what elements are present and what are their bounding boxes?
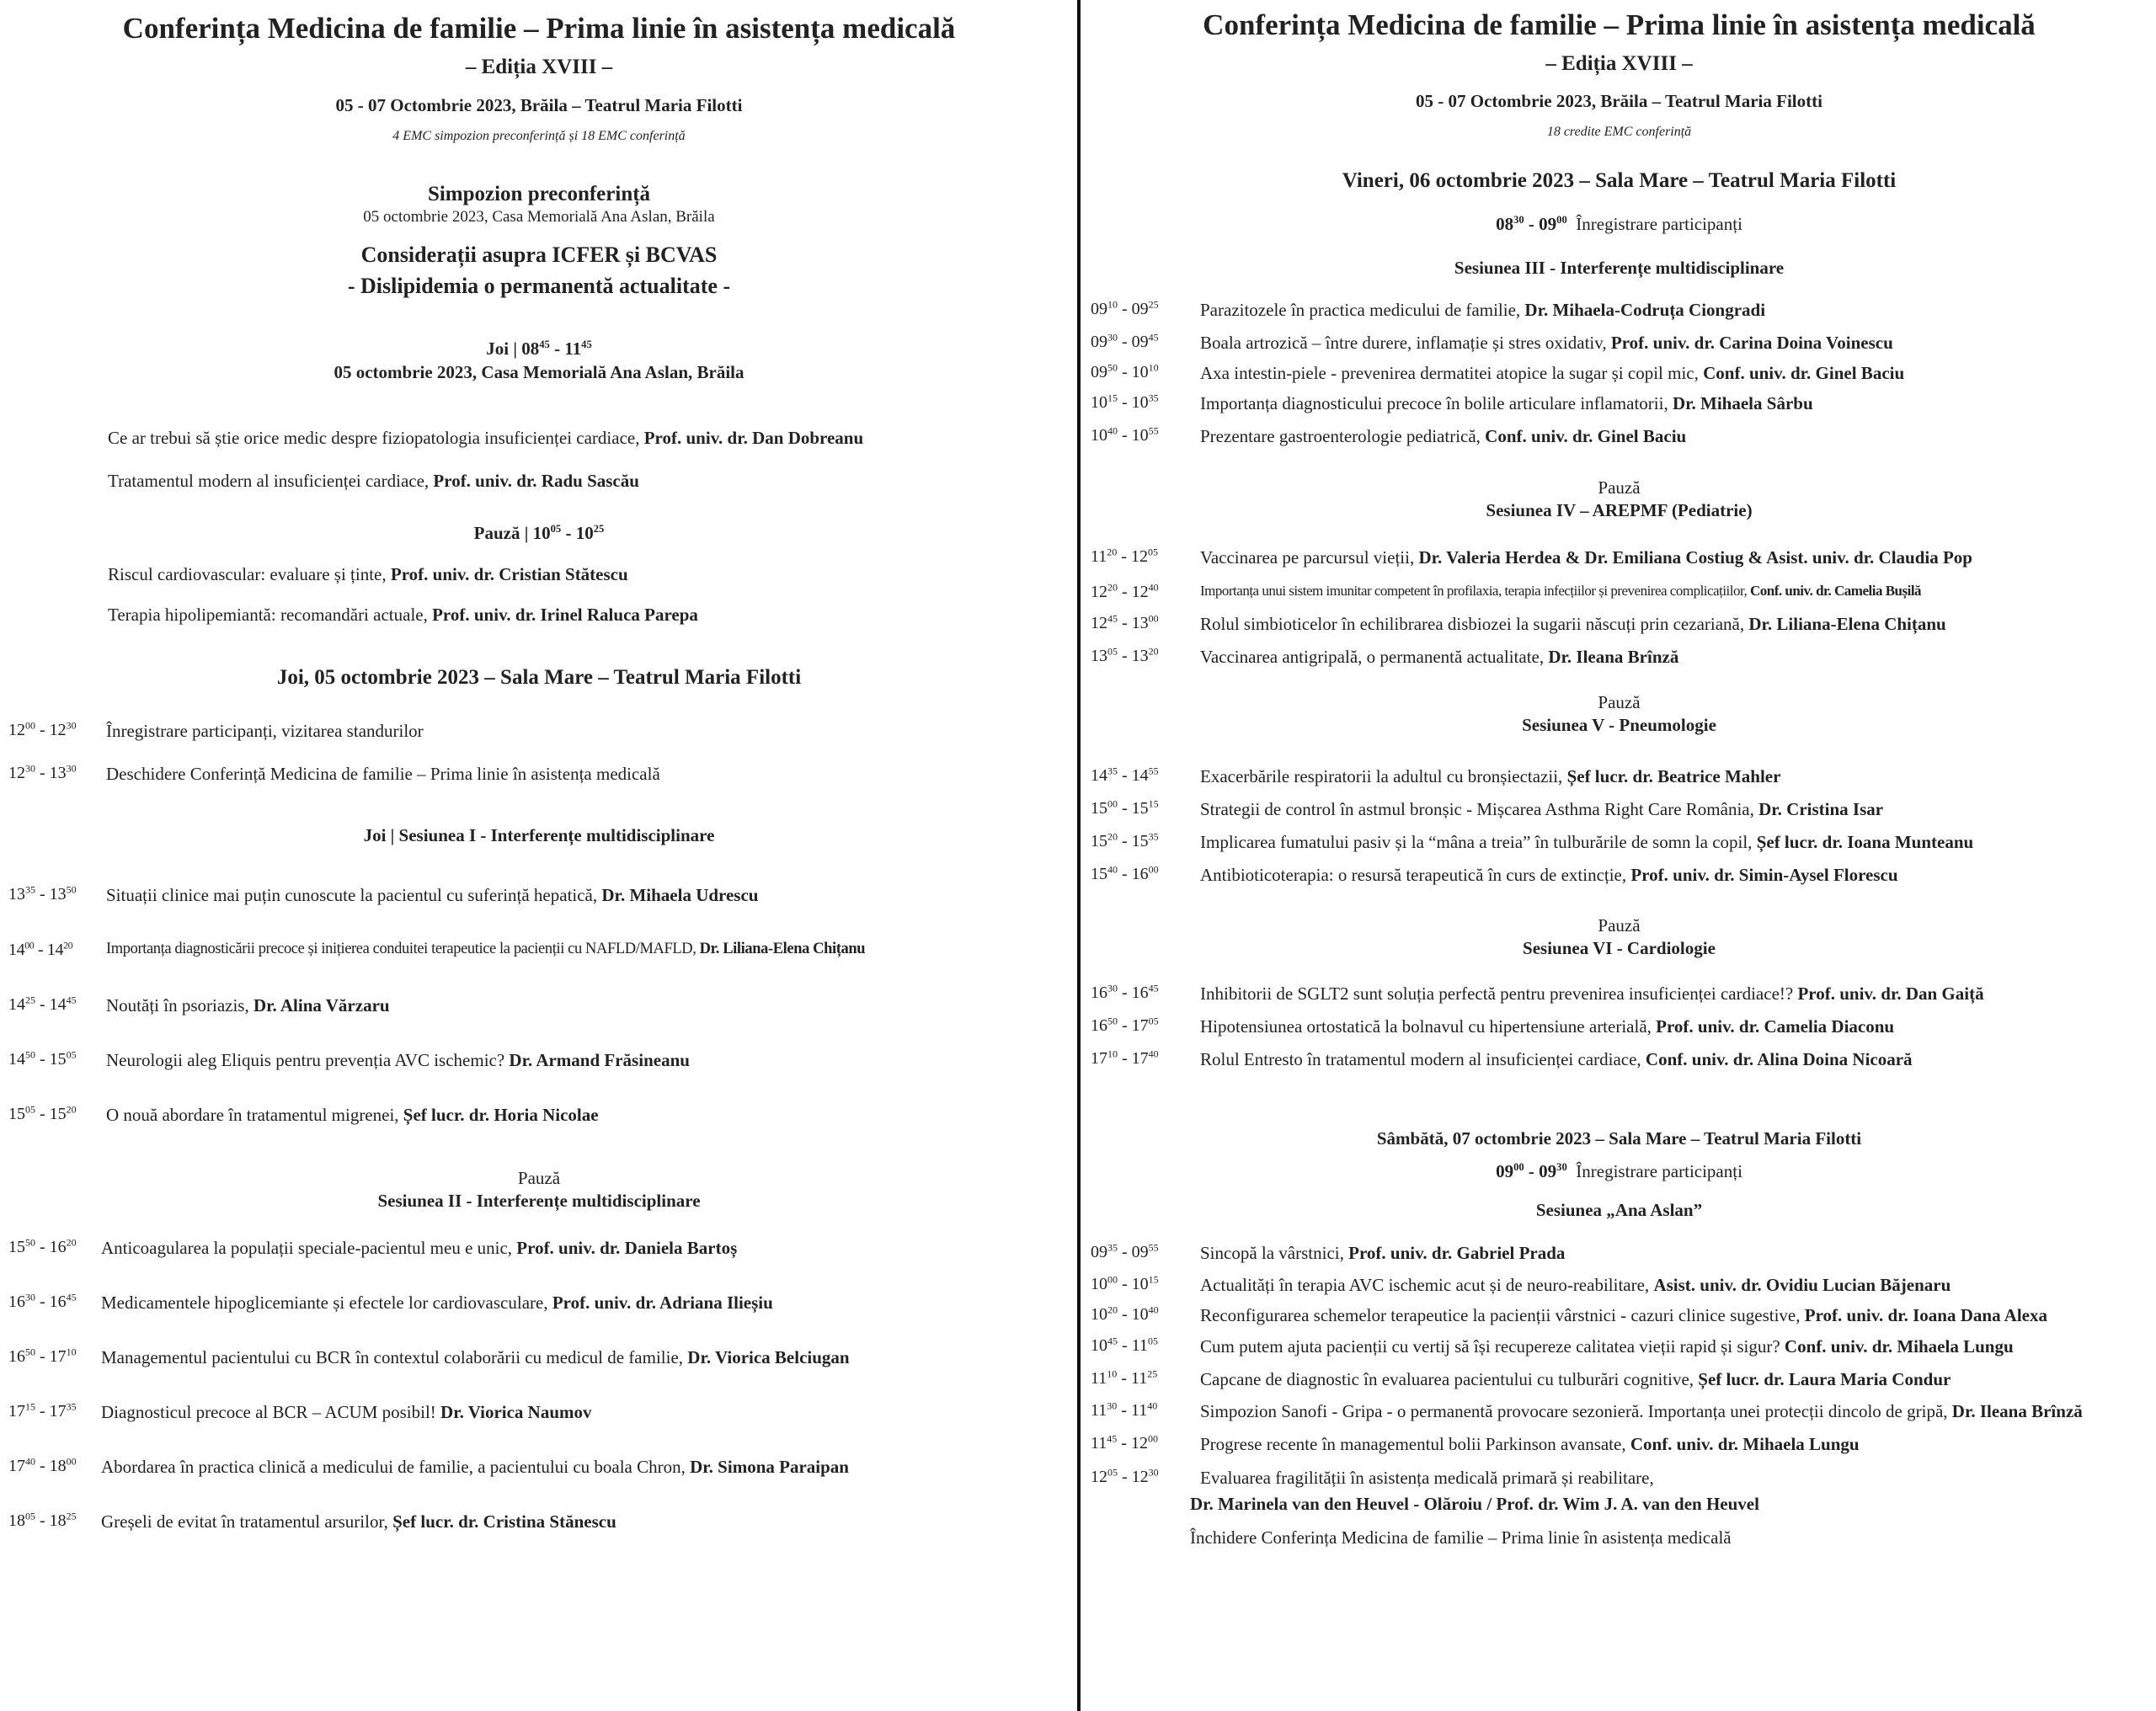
symposium-pause: Pauză | $10^{05} - 10^{25}$ bbox=[473, 523, 605, 543]
speaker-name: Prof. univ. dr. Dan Gaiță bbox=[1797, 983, 1984, 1004]
program-item bbox=[0, 885, 1078, 909]
program-item bbox=[1082, 363, 2156, 386]
program-item bbox=[0, 941, 1078, 964]
speaker-name: Dr. Mihaela Udrescu bbox=[601, 885, 759, 905]
credits-note: 18 credite EMC conferință bbox=[1546, 125, 1692, 139]
time-slot: $14^{25} - 14^{45}$ bbox=[8, 994, 77, 1014]
time-slot: $10^{15} - 10^{35}$ bbox=[1091, 392, 1159, 412]
speaker-name: Dr. Ileana Brînză bbox=[1951, 1401, 2083, 1421]
time-slot: $12^{30} - 13^{30}$ bbox=[8, 762, 77, 782]
time-slot: $14^{50} - 15^{05}$ bbox=[8, 1048, 77, 1069]
symposium-item: Ce ar trebui să știe orice medic despre fiziopatologia insuficienței cardiace, Prof. univ. dr. Dan Dobreanu bbox=[108, 428, 864, 448]
speaker-name: Prof. univ. dr. Carina Doina Voinescu bbox=[1610, 333, 1893, 353]
program-item bbox=[1082, 1401, 2156, 1425]
symposium-title: Simpozion preconferință bbox=[427, 183, 651, 205]
speaker-name: Dr. Liliana-Elena Chițanu bbox=[699, 941, 866, 957]
program-item bbox=[1082, 583, 2156, 606]
symposium-topic: Considerații asupra ICFER și BCVAS bbox=[360, 243, 718, 267]
time-slot: $11^{45} - 12^{00}$ bbox=[1091, 1432, 1158, 1452]
program-item bbox=[1082, 1336, 2156, 1360]
talk-title: Medicamentele hipoglicemiante și efectele lor cardiovasculare, Prof. univ. dr. Adriana Ilieșiu bbox=[101, 1293, 773, 1313]
program-page-day2-3 bbox=[1082, 0, 2156, 1711]
speaker-name: Conf. univ. dr. Alina Doina Nicoară bbox=[1645, 1049, 1913, 1069]
session-title: Sesiunea IV – AREPMF (Pediatrie) bbox=[1486, 500, 1753, 520]
talk-title: Capcane de diagnostic în evaluarea pacientului cu tulburări cognitive, Șef lucr. dr. Laura Maria Condur bbox=[1200, 1369, 1951, 1389]
time-slot: $09^{30} - 09^{45}$ bbox=[1091, 331, 1159, 351]
program-item bbox=[0, 1457, 1078, 1480]
time-slot: $09^{50} - 10^{10}$ bbox=[1091, 361, 1159, 381]
speaker-name: Dr. Liliana-Elena Chițanu bbox=[1748, 614, 1946, 634]
talk-title: Neurologii aleg Eliquis pentru prevenția AVC ischemic? Dr. Armand Frăsineanu bbox=[106, 1050, 690, 1070]
talk-title: Cum putem ajuta pacienții cu vertij să își recupereze calitatea vieții rapid și sigur? Conf. univ. dr. Mihaela Lungu bbox=[1200, 1336, 2014, 1357]
time-slot: $12^{45} - 13^{00}$ bbox=[1091, 612, 1159, 632]
edition-label: – Ediția XVIII – bbox=[465, 56, 613, 78]
program-item bbox=[1082, 1468, 2156, 1491]
time-slot: $13^{05} - 13^{20}$ bbox=[1091, 645, 1159, 665]
time-slot: $12^{20} - 12^{40}$ bbox=[1091, 581, 1159, 601]
program-item bbox=[1082, 300, 2156, 323]
time-slot: $15^{00} - 15^{15}$ bbox=[1091, 797, 1159, 818]
credits-note: 4 EMC simpozion preconferință și 18 EMC conferință bbox=[392, 129, 686, 143]
speaker-name: Prof. univ. dr. Adriana Ilieșiu bbox=[552, 1293, 773, 1313]
session-title: Sesiunea VI - Cardiologie bbox=[1523, 938, 1716, 958]
speaker-name: Dr. Armand Frăsineanu bbox=[509, 1050, 690, 1070]
speaker-name: Dr. Mihaela Sârbu bbox=[1672, 393, 1813, 413]
program-item bbox=[0, 721, 1078, 744]
time-slot: $10^{20} - 10^{40}$ bbox=[1091, 1303, 1159, 1324]
program-item bbox=[1082, 1275, 2156, 1298]
closing-line: Închidere Conferința Medicina de familie – Prima linie în asistența medicală bbox=[1190, 1527, 1732, 1548]
time-slot: $13^{35} - 13^{50}$ bbox=[8, 883, 77, 903]
speaker-name: Dr. Alina Vărzaru bbox=[253, 995, 390, 1015]
symposium-item: Tratamentul modern al insuficienței cardiace, Prof. univ. dr. Radu Sascău bbox=[108, 471, 639, 491]
speaker-name: Dr. Ileana Brînză bbox=[1548, 647, 1679, 667]
registration-line: $09^{00} - 09^{30}$ Înregistrare participanți bbox=[1496, 1161, 1742, 1181]
speaker-name: Conf. univ. dr. Camelia Bușilă bbox=[1749, 583, 1922, 599]
time-slot: $16^{50} - 17^{10}$ bbox=[8, 1346, 77, 1366]
speaker-name: Șef lucr. dr. Beatrice Mahler bbox=[1566, 766, 1781, 786]
program-item bbox=[1082, 614, 2156, 637]
speaker-name: Șef lucr. dr. Laura Maria Condur bbox=[1698, 1369, 1951, 1389]
speaker-name: Dr. Simona Paraipan bbox=[690, 1457, 849, 1477]
session-title: Sesiunea V - Pneumologie bbox=[1522, 715, 1716, 735]
time-slot: $15^{20} - 15^{35}$ bbox=[1091, 830, 1159, 850]
pause-label: Pauză bbox=[1598, 692, 1641, 712]
session-title: Sesiunea II - Interferențe multidisciplinare bbox=[377, 1191, 701, 1211]
talk-title: Hipotensiunea ortostatică la bolnavul cu hipertensiune arterială, Prof. univ. dr. Camelia Diaconu bbox=[1200, 1016, 1895, 1037]
conference-title: Conferința Medicina de familie – Prima linie în asistența medicală bbox=[1203, 8, 2036, 41]
session-title: Sesiunea III - Interferențe multidisciplinare bbox=[1454, 258, 1785, 278]
time-slot: $14^{00} - 14^{20}$ bbox=[8, 939, 73, 959]
talk-title: Sincopă la vârstnici, Prof. univ. dr. Gabriel Prada bbox=[1200, 1243, 1566, 1263]
speaker-name: Șef lucr. dr. Ioana Munteanu bbox=[1756, 832, 1974, 852]
pause-label: Pauză bbox=[1598, 477, 1641, 498]
speaker-name: Conf. univ. dr. Mihaela Lungu bbox=[1630, 1434, 1860, 1454]
time-slot: $16^{30} - 16^{45}$ bbox=[8, 1291, 77, 1311]
talk-title: Implicarea fumatului pasiv și la “mâna a treia” în tulburările de somn la copil, Șef lucr. dr. Ioana Munteanu bbox=[1200, 832, 1974, 852]
talk-title: Antibioticoterapia: o resursă terapeutică în curs de extincție, Prof. univ. dr. Simin-Aysel Florescu bbox=[1200, 865, 1898, 885]
speaker-name: Prof. univ. dr. Camelia Diaconu bbox=[1656, 1016, 1895, 1037]
symposium-time: Joi | $08^{45} - 11^{45}$ bbox=[486, 338, 592, 359]
talk-title: Simpozion Sanofi - Gripa - o permanentă provocare sezonieră. Importanța unei protecții dincolo de gripă, Dr. Ileana Brînză bbox=[1200, 1401, 2083, 1421]
program-item bbox=[0, 995, 1078, 1019]
time-slot: $15^{05} - 15^{20}$ bbox=[8, 1103, 77, 1123]
speaker-name: Conf. univ. dr. Mihaela Lungu bbox=[1784, 1336, 2014, 1357]
talk-title: Progrese recente în managementul bolii Parkinson avansate, Conf. univ. dr. Mihaela Lungu bbox=[1200, 1434, 1860, 1454]
talk-title: Exacerbările respiratorii la adultul cu bronșiectazii, Șef lucr. dr. Beatrice Mahler bbox=[1200, 766, 1781, 786]
time-slot: $11^{10} - 11^{25}$ bbox=[1091, 1367, 1158, 1388]
speaker-name: Dr. Cristina Isar bbox=[1758, 799, 1884, 819]
registration-line: $08^{30} - 09^{00}$ Înregistrare participanți bbox=[1496, 214, 1742, 234]
speaker-name: Dr. Viorica Belciugan bbox=[687, 1347, 850, 1367]
program-item bbox=[1082, 832, 2156, 856]
talk-title: Evaluarea fragilității în asistența medicală primară și reabilitare, bbox=[1200, 1468, 1654, 1488]
talk-title: Importanța diagnosticului precoce în bolile articulare inflamatorii, Dr. Mihaela Sârbu bbox=[1200, 393, 1813, 413]
program-item bbox=[0, 1347, 1078, 1371]
speaker-name: Prof. univ. dr. Simin-Aysel Florescu bbox=[1630, 865, 1898, 885]
day-heading: Joi, 05 octombrie 2023 – Sala Mare – Teatrul Maria Filotti bbox=[276, 666, 802, 689]
program-item bbox=[1082, 865, 2156, 888]
speaker-name: Șef lucr. dr. Horia Nicolae bbox=[403, 1105, 599, 1125]
speaker-name: Dr. Viorica Naumov bbox=[440, 1402, 592, 1422]
time-slot: $09^{10} - 09^{25}$ bbox=[1091, 298, 1159, 318]
speaker-name: Prof. univ. dr. Ioana Dana Alexa bbox=[1804, 1305, 2047, 1325]
talk-title: Parazitozele în practica medicului de familie, Dr. Mihaela-Codruța Ciongradi bbox=[1200, 300, 1766, 320]
talk-title: Vaccinarea pe parcursul vieții, Dr. Valeria Herdea & Dr. Emiliana Costiug & Asist. univ. dr. Claudia Pop bbox=[1200, 547, 1972, 568]
speaker-name: Conf. univ. dr. Ginel Baciu bbox=[1703, 363, 1905, 383]
speaker-name: Șef lucr. dr. Cristina Stănescu bbox=[392, 1511, 616, 1532]
program-item bbox=[1082, 983, 2156, 1007]
time-slot: $16^{50} - 17^{05}$ bbox=[1091, 1015, 1159, 1035]
speaker-name: Dr. Mihaela-Codruța Ciongradi bbox=[1524, 300, 1766, 320]
talk-title: Rolul Entresto în tratamentul modern al insuficienței cardiace, Conf. univ. dr. Alina Doina Nicoară bbox=[1200, 1049, 1913, 1069]
time-slot: $15^{50} - 16^{20}$ bbox=[8, 1236, 77, 1256]
edition-label: – Ediția XVIII – bbox=[1545, 52, 1693, 75]
time-slot: $15^{40} - 16^{00}$ bbox=[1091, 863, 1159, 883]
symposium-place: 05 octombrie 2023, Casa Memorială Ana Aslan, Brăila bbox=[363, 208, 715, 226]
program-item bbox=[1082, 1016, 2156, 1040]
program-item bbox=[1082, 766, 2156, 790]
talk-title: Axa intestin-piele - prevenirea dermatitei atopice la sugar și copil mic, Conf. univ. dr. Ginel Baciu bbox=[1200, 363, 1905, 383]
speaker-name: Prof. univ. dr. Daniela Bartoș bbox=[516, 1238, 738, 1258]
talk-title: Diagnosticul precoce al BCR – ACUM posibil! Dr. Viorica Naumov bbox=[101, 1402, 592, 1422]
time-slot: $10^{00} - 10^{15}$ bbox=[1091, 1273, 1159, 1293]
day-heading: Sâmbătă, 07 octombrie 2023 – Sala Mare – Teatrul Maria Filotti bbox=[1376, 1128, 1862, 1149]
program-item bbox=[1082, 1369, 2156, 1393]
talk-title: Reconfigurarea schemelor terapeutice la pacienții vârstnici - cazuri clinice sugestive, Prof. univ. dr. Ioana Dana Alexa bbox=[1200, 1305, 2047, 1325]
pause-label: Pauză bbox=[1598, 915, 1641, 935]
time-slot: $12^{00} - 12^{30}$ bbox=[8, 719, 77, 739]
talk-title: Strategii de control în astmul bronșic - Mișcarea Asthma Right Care România, Dr. Cristina Isar bbox=[1200, 799, 1884, 819]
speaker-name: Prof. univ. dr. Gabriel Prada bbox=[1348, 1243, 1566, 1263]
speaker-line: Dr. Marinela van den Heuvel - Olăroiu / Prof. dr. Wim J. A. van den Heuvel bbox=[1190, 1494, 1759, 1514]
time-slot: $09^{35} - 09^{55}$ bbox=[1091, 1241, 1159, 1261]
time-slot: $10^{40} - 10^{55}$ bbox=[1091, 424, 1159, 445]
talk-title: Înregistrare participanți, vizitarea standurilor bbox=[106, 721, 424, 741]
session-title: Joi | Sesiunea I - Interferențe multidisciplinare bbox=[363, 825, 715, 845]
program-item bbox=[0, 1511, 1078, 1535]
program-item bbox=[0, 1105, 1078, 1128]
program-item bbox=[1082, 799, 2156, 823]
talk-title: Boala artrozică – între durere, inflamație și stres oxidativ, Prof. univ. dr. Carina Doina Voinescu bbox=[1200, 333, 1893, 353]
time-slot: $18^{05} - 18^{25}$ bbox=[8, 1510, 77, 1530]
talk-title: Situații clinice mai puțin cunoscute la pacientul cu suferință hepatică, Dr. Mihaela Udrescu bbox=[106, 885, 759, 905]
talk-title: Importanța diagnosticării precoce și inițierea conduitei terapeutice la pacienții cu NAFLD/MAFLD, Dr. Liliana-Elena Chițanu bbox=[106, 941, 866, 957]
talk-title: Noutăți în psoriazis, Dr. Alina Vărzaru bbox=[106, 995, 390, 1015]
day-heading: Vineri, 06 octombrie 2023 – Sala Mare – Teatrul Maria Filotti bbox=[1342, 169, 1897, 192]
talk-title: Vaccinarea antigripală, o permanentă actualitate, Dr. Ileana Brînză bbox=[1200, 647, 1679, 667]
program-item bbox=[1082, 1305, 2156, 1329]
talk-title: Managementul pacientului cu BCR în contextul colaborării cu medicul de familie, Dr. Viorica Belciugan bbox=[101, 1347, 850, 1367]
program-item bbox=[1082, 647, 2156, 670]
time-slot: $11^{30} - 11^{40}$ bbox=[1091, 1399, 1158, 1420]
time-slot: $17^{10} - 17^{40}$ bbox=[1091, 1047, 1159, 1068]
talk-title: Greșeli de evitat în tratamentul arsurilor, Șef lucr. dr. Cristina Stănescu bbox=[101, 1511, 616, 1532]
speaker-name: Dr. Valeria Herdea & Dr. Emiliana Costiug & Asist. univ. dr. Claudia Pop bbox=[1418, 547, 1972, 568]
symposium-subtopic: - Dislipidemia o permanentă actualitate - bbox=[347, 274, 731, 298]
talk-title: Rolul simbioticelor în echilibrarea disbiozei la sugarii născuți prin cezariană, Dr. Liliana-Elena Chițanu bbox=[1200, 614, 1946, 634]
talk-title: Anticoagularea la populații speciale-pacientul meu e unic, Prof. univ. dr. Daniela Bartoș bbox=[101, 1238, 738, 1258]
program-item bbox=[1082, 426, 2156, 450]
talk-title: Inhibitorii de SGLT2 sunt soluția perfectă pentru prevenirea insuficienței cardiace!? Prof. univ. dr. Dan Gaiță bbox=[1200, 983, 1984, 1004]
talk-title: Importanța unui sistem imunitar competent în profilaxia, terapia infecțiilor și prevenirea complicațiilor, Conf. univ. dr. Camelia Bușilă bbox=[1200, 583, 1922, 599]
talk-title: Abordarea în practica clinică a medicului de familie, a pacientului cu boala Chron, Dr. Simona Paraipan bbox=[101, 1457, 849, 1477]
program-item bbox=[0, 1238, 1078, 1261]
talk-title: Deschidere Conferință Medicina de familie – Prima linie în asistența medicală bbox=[106, 764, 660, 784]
conference-title: Conferința Medicina de familie – Prima linie în asistența medicală bbox=[122, 12, 956, 45]
pause-label: Pauză bbox=[517, 1168, 561, 1188]
time-slot: $10^{45} - 11^{05}$ bbox=[1091, 1335, 1158, 1355]
time-slot: $11^{20} - 12^{05}$ bbox=[1091, 546, 1158, 566]
time-slot: $16^{30} - 16^{45}$ bbox=[1091, 982, 1159, 1002]
speaker-name: Asist. univ. dr. Ovidiu Lucian Băjenaru bbox=[1653, 1275, 1951, 1295]
program-item bbox=[0, 764, 1078, 787]
program-item bbox=[1082, 547, 2156, 571]
time-slot: $17^{40} - 18^{00}$ bbox=[8, 1455, 77, 1475]
program-item bbox=[0, 1050, 1078, 1074]
symposium-item: Riscul cardiovascular: evaluare și ținte, Prof. univ. dr. Cristian Stătescu bbox=[108, 564, 628, 584]
talk-title: Actualități în terapia AVC ischemic acut și de neuro-reabilitare, Asist. univ. dr. Ovidiu Lucian Băjenaru bbox=[1200, 1275, 1951, 1295]
talk-title: Prezentare gastroenterologie pediatrică, Conf. univ. dr. Ginel Baciu bbox=[1200, 426, 1687, 446]
program-item bbox=[0, 1402, 1078, 1426]
conference-dates: 05 - 07 Octombrie 2023, Brăila – Teatrul Maria Filotti bbox=[1416, 91, 1822, 111]
program-item bbox=[1082, 393, 2156, 417]
session-title: Sesiunea „Ana Aslan” bbox=[1535, 1200, 1703, 1220]
program-item bbox=[1082, 1434, 2156, 1458]
program-item bbox=[0, 1293, 1078, 1316]
program-item bbox=[1082, 333, 2156, 356]
symposium-item: Terapia hipolipemiantă: recomandări actuale, Prof. univ. dr. Irinel Raluca Parepa bbox=[108, 605, 698, 625]
speaker-name: Conf. univ. dr. Ginel Baciu bbox=[1485, 426, 1687, 446]
time-slot: $12^{05} - 12^{30}$ bbox=[1091, 1466, 1159, 1486]
time-slot: $17^{15} - 17^{35}$ bbox=[8, 1400, 77, 1421]
symposium-place-2: 05 octombrie 2023, Casa Memorială Ana Aslan, Brăila bbox=[334, 362, 744, 382]
program-item bbox=[1082, 1243, 2156, 1266]
time-slot: $14^{35} - 14^{55}$ bbox=[1091, 765, 1159, 785]
program-item bbox=[1082, 1049, 2156, 1073]
conference-dates: 05 - 07 Octombrie 2023, Brăila – Teatrul Maria Filotti bbox=[335, 95, 743, 115]
talk-title: O nouă abordare în tratamentul migrenei, Șef lucr. dr. Horia Nicolae bbox=[106, 1105, 599, 1125]
